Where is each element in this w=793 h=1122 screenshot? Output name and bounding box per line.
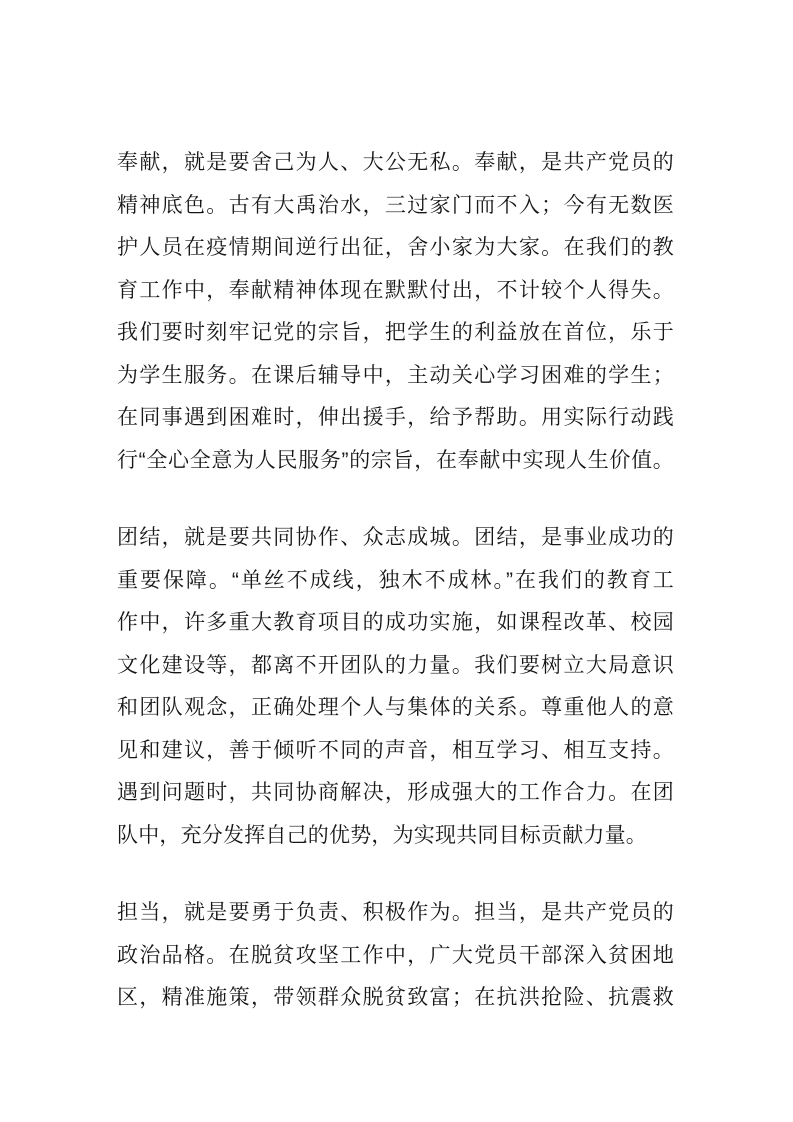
text-line: 在同事遇到困难时，伸出援手，给予帮助。用实际行动践 — [117, 406, 674, 429]
text-line: 为学生服务。在课后辅导中，主动关心学习困难的学生； — [117, 363, 674, 387]
text-line: 团结，就是要共同协作、众志成城。团结，是事业成功的 — [117, 526, 674, 549]
text-line: 遇到问题时，共同协商解决，形成强大的工作合力。在团 — [117, 781, 674, 804]
text-line: 我们要时刻牢记党的宗旨，把学生的利益放在首位，乐于 — [117, 321, 674, 344]
text-line: 担当，就是要勇于负责、积极作为。担当，是共产党员的 — [117, 901, 674, 924]
text-line: 文化建设等，都离不开团队的力量。我们要树立大局意识 — [117, 653, 674, 677]
text-line: 护人员在疫情期间逆行出征，舍小家为大家。在我们的教 — [117, 236, 674, 259]
text-line: 和团队观念，正确处理个人与集体的关系。尊重他人的意 — [117, 696, 674, 719]
text-paragraph — [117, 142, 674, 482]
text-paragraph — [117, 517, 674, 857]
text-line: 作中，许多重大教育项目的成功实施，如课程改革、校园 — [117, 611, 674, 634]
text-paragraph — [117, 892, 674, 1020]
text-line: 奉献，就是要舍己为人、大公无私。奉献，是共产党员的 — [117, 151, 674, 174]
text-line: 队中，充分发挥自己的优势，为实现共同目标贡献力量。 — [117, 823, 647, 847]
text-line: 见和建议，善于倾听不同的声音，相互学习、相互支持。 — [117, 738, 674, 762]
text-line: 政治品格。在脱贫攻坚工作中，广大党员干部深入贫困地 — [117, 943, 674, 967]
text-line: 区，精准施策，带领群众脱贫致富；在抗洪抢险、抗震救 — [117, 986, 674, 1009]
text-line: 精神底色。古有大禹治水，三过家门而不入；今有无数医 — [117, 193, 674, 217]
text-line: 行“全心全意为人民服务”的宗旨，在奉献中实现人生价值。 — [117, 448, 674, 472]
document-content — [117, 142, 674, 1055]
text-line: 育工作中，奉献精神体现在默默付出，不计较个人得失。 — [117, 278, 674, 302]
text-line: 重要保障。“单丝不成线，独木不成林。”在我们的教育工 — [117, 568, 674, 592]
